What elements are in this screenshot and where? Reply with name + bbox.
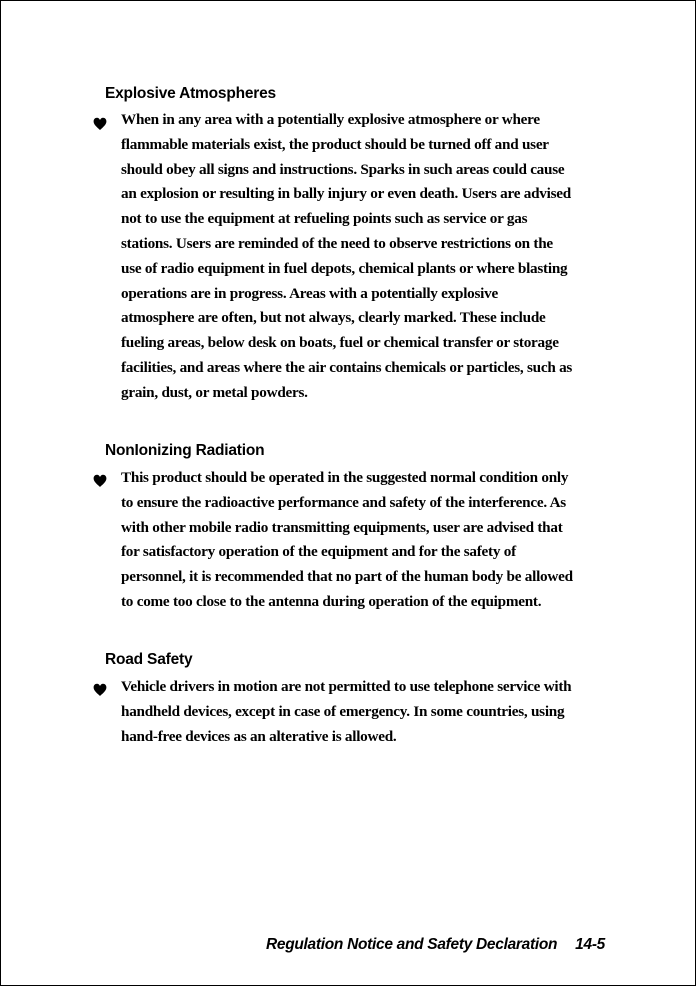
section-body-road-safety xyxy=(121,675,611,749)
text-line: grain, dust, or metal powders. xyxy=(121,383,308,401)
section-body-nonionizing-radiation xyxy=(121,466,611,615)
section-heading-nonionizing-radiation: NonIonizing Radiation xyxy=(105,442,265,459)
text-line: atmosphere are often, but not always, clearly marked. These include xyxy=(121,309,546,327)
page-number: 14-5 xyxy=(575,936,605,953)
text-line: When in any area with a potentially explosive atmosphere or where xyxy=(121,111,540,128)
text-line: flammable materials exist, the product should be turned off and user xyxy=(121,135,549,153)
text-line: an explosion or resulting in bally injury or even death. Users are advised xyxy=(121,185,571,203)
heart-bullet-icon xyxy=(93,683,107,697)
section-heading-road-safety: Road Safety xyxy=(105,651,193,668)
text-line: facilities, and areas where the air contains chemicals or particles, such as xyxy=(121,358,573,376)
heart-bullet-icon xyxy=(93,117,107,131)
text-line: with other mobile radio transmitting equipments, user are advised that xyxy=(121,518,563,536)
text-line: stations. Users are reminded of the need to observe restrictions on the xyxy=(121,234,553,252)
text-line: to come too close to the antenna during operation of the equipment. xyxy=(121,592,542,610)
text-line: Vehicle drivers in motion are not permitted to use telephone service with xyxy=(121,678,572,695)
text-line: for satisfactory operation of the equipment and for the safety of xyxy=(121,543,516,561)
text-line: hand-free devices as an alterative is allowed. xyxy=(121,727,397,745)
text-line: use of radio equipment in fuel depots, chemical plants or where blasting xyxy=(121,259,568,277)
text-line: operations are in progress. Areas with a potentially explosive xyxy=(121,284,498,302)
text-line: not to use the equipment at refueling points such as service or gas xyxy=(121,210,528,228)
text-line: handheld devices, except in case of emergency. In some countries, using xyxy=(121,702,565,720)
text-line: should obey all signs and instructions. Sparks in such areas could cause xyxy=(121,160,565,178)
heart-bullet-icon xyxy=(93,474,107,488)
footer-title: Regulation Notice and Safety Declaration xyxy=(265,936,558,953)
text-line: This product should be operated in the suggested normal condition only xyxy=(121,469,569,486)
section-heading-explosive-atmospheres: Explosive Atmospheres xyxy=(105,85,276,102)
text-line: to ensure the radioactive performance and safety of the interference. As xyxy=(121,493,566,511)
section-body-explosive-atmospheres xyxy=(121,108,611,406)
page-footer xyxy=(266,936,605,954)
text-line: personnel, it is recommended that no part of the human body be allowed xyxy=(121,568,573,586)
text-line: fueling areas, below desk on boats, fuel or chemical transfer or storage xyxy=(121,334,559,352)
